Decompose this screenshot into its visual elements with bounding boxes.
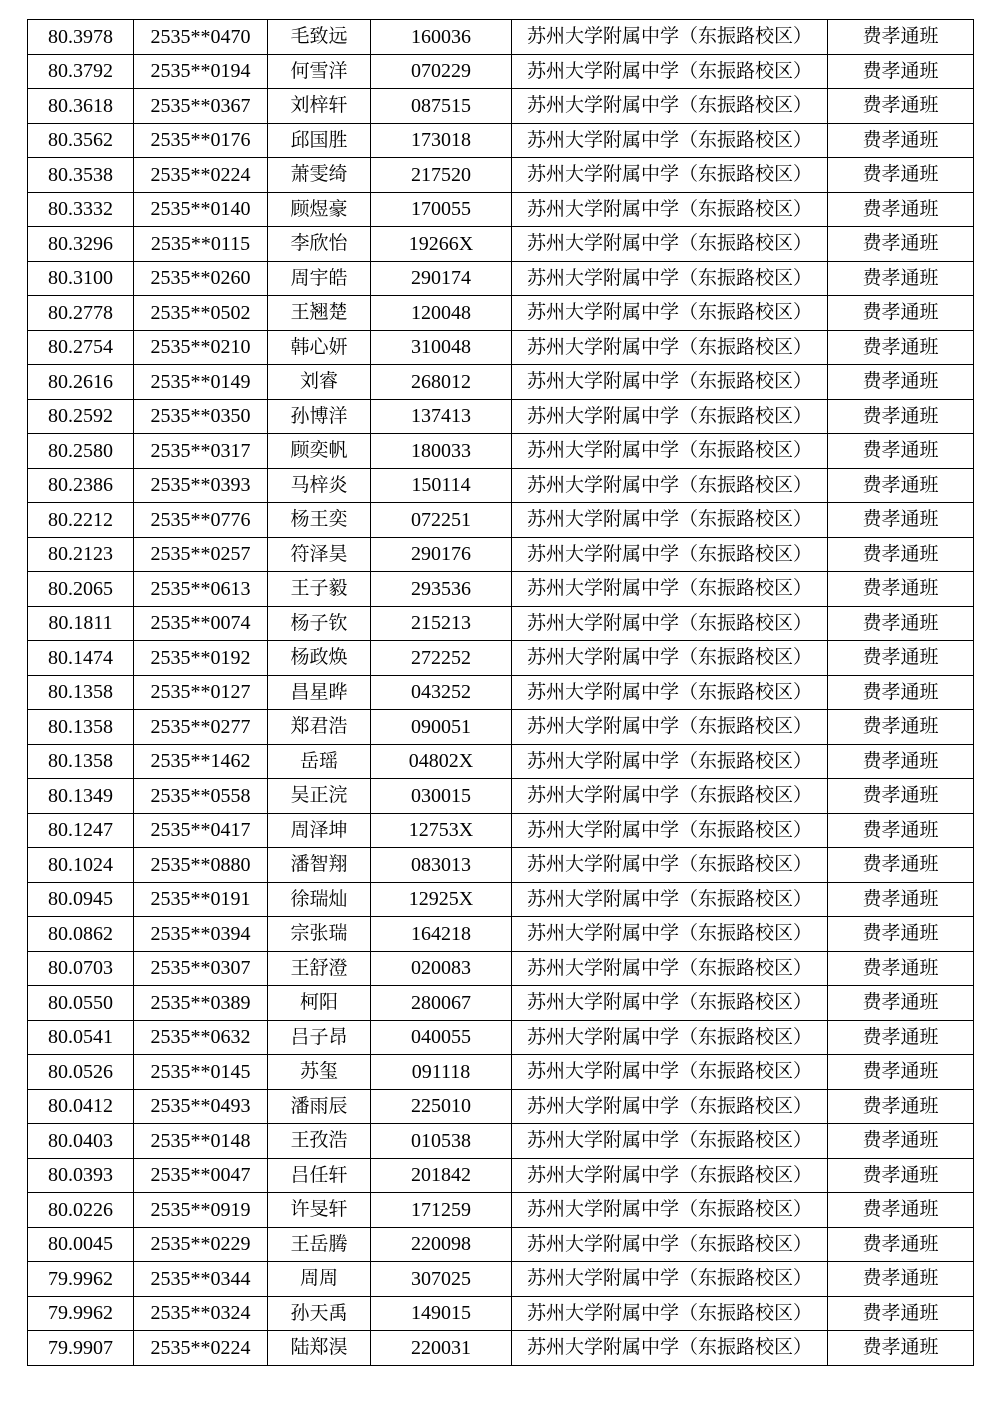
id-tail-cell: 225010 bbox=[371, 1089, 512, 1124]
table-row bbox=[28, 503, 974, 538]
exam-id-cell: 2535**0149 bbox=[134, 365, 268, 400]
student-name-cell: 潘雨辰 bbox=[268, 1089, 371, 1124]
class-cell: 费孝通班 bbox=[828, 951, 974, 986]
class-cell: 费孝通班 bbox=[828, 1089, 974, 1124]
id-tail-cell: 220098 bbox=[371, 1227, 512, 1262]
score-cell: 80.3618 bbox=[28, 89, 134, 124]
exam-id-cell: 2535**0367 bbox=[134, 89, 268, 124]
table-row bbox=[28, 1193, 974, 1228]
id-tail-cell: 293536 bbox=[371, 572, 512, 607]
student-name-cell: 韩心妍 bbox=[268, 330, 371, 365]
exam-id-cell: 2535**0558 bbox=[134, 779, 268, 814]
score-cell: 80.3562 bbox=[28, 123, 134, 158]
school-cell: 苏州大学附属中学（东振路校区） bbox=[512, 261, 828, 296]
class-cell: 费孝通班 bbox=[828, 917, 974, 952]
class-cell: 费孝通班 bbox=[828, 330, 974, 365]
student-name-cell: 苏玺 bbox=[268, 1055, 371, 1090]
school-cell: 苏州大学附属中学（东振路校区） bbox=[512, 89, 828, 124]
student-name-cell: 邱国胜 bbox=[268, 123, 371, 158]
student-name-cell: 柯阳 bbox=[268, 986, 371, 1021]
school-cell: 苏州大学附属中学（东振路校区） bbox=[512, 158, 828, 193]
id-tail-cell: 12925X bbox=[371, 882, 512, 917]
id-tail-cell: 090051 bbox=[371, 710, 512, 745]
school-cell: 苏州大学附属中学（东振路校区） bbox=[512, 744, 828, 779]
score-cell: 79.9907 bbox=[28, 1331, 134, 1366]
score-cell: 80.1358 bbox=[28, 710, 134, 745]
admission-list-sheet bbox=[27, 19, 973, 1366]
table-row bbox=[28, 296, 974, 331]
table-row bbox=[28, 1020, 974, 1055]
school-cell: 苏州大学附属中学（东振路校区） bbox=[512, 296, 828, 331]
score-cell: 80.1358 bbox=[28, 744, 134, 779]
class-cell: 费孝通班 bbox=[828, 537, 974, 572]
class-cell: 费孝通班 bbox=[828, 468, 974, 503]
school-cell: 苏州大学附属中学（东振路校区） bbox=[512, 227, 828, 262]
exam-id-cell: 2535**0127 bbox=[134, 675, 268, 710]
class-cell: 费孝通班 bbox=[828, 675, 974, 710]
table-row bbox=[28, 365, 974, 400]
school-cell: 苏州大学附属中学（东振路校区） bbox=[512, 1089, 828, 1124]
exam-id-cell: 2535**0317 bbox=[134, 434, 268, 469]
class-cell: 费孝通班 bbox=[828, 296, 974, 331]
exam-id-cell: 2535**0344 bbox=[134, 1262, 268, 1297]
id-tail-cell: 307025 bbox=[371, 1262, 512, 1297]
school-cell: 苏州大学附属中学（东振路校区） bbox=[512, 1124, 828, 1159]
score-cell: 80.2592 bbox=[28, 399, 134, 434]
score-cell: 79.9962 bbox=[28, 1296, 134, 1331]
score-cell: 80.0403 bbox=[28, 1124, 134, 1159]
table-row bbox=[28, 1124, 974, 1159]
school-cell: 苏州大学附属中学（东振路校区） bbox=[512, 951, 828, 986]
id-tail-cell: 215213 bbox=[371, 606, 512, 641]
id-tail-cell: 268012 bbox=[371, 365, 512, 400]
score-cell: 80.0703 bbox=[28, 951, 134, 986]
student-name-cell: 顾煜豪 bbox=[268, 192, 371, 227]
table-row bbox=[28, 89, 974, 124]
exam-id-cell: 2535**0047 bbox=[134, 1158, 268, 1193]
exam-id-cell: 2535**0393 bbox=[134, 468, 268, 503]
student-name-cell: 王岳腾 bbox=[268, 1227, 371, 1262]
score-cell: 80.3296 bbox=[28, 227, 134, 262]
exam-id-cell: 2535**0277 bbox=[134, 710, 268, 745]
school-cell: 苏州大学附属中学（东振路校区） bbox=[512, 503, 828, 538]
student-name-cell: 吴正浣 bbox=[268, 779, 371, 814]
class-cell: 费孝通班 bbox=[828, 1296, 974, 1331]
table-row bbox=[28, 1227, 974, 1262]
table-row bbox=[28, 572, 974, 607]
class-cell: 费孝通班 bbox=[828, 882, 974, 917]
class-cell: 费孝通班 bbox=[828, 123, 974, 158]
exam-id-cell: 2535**0257 bbox=[134, 537, 268, 572]
id-tail-cell: 217520 bbox=[371, 158, 512, 193]
class-cell: 费孝通班 bbox=[828, 1055, 974, 1090]
student-name-cell: 陆郑淏 bbox=[268, 1331, 371, 1366]
score-cell: 80.0550 bbox=[28, 986, 134, 1021]
student-name-cell: 宗张瑞 bbox=[268, 917, 371, 952]
exam-id-cell: 2535**0074 bbox=[134, 606, 268, 641]
exam-id-cell: 2535**0389 bbox=[134, 986, 268, 1021]
id-tail-cell: 290174 bbox=[371, 261, 512, 296]
student-name-cell: 周周 bbox=[268, 1262, 371, 1297]
id-tail-cell: 020083 bbox=[371, 951, 512, 986]
exam-id-cell: 2535**0148 bbox=[134, 1124, 268, 1159]
school-cell: 苏州大学附属中学（东振路校区） bbox=[512, 537, 828, 572]
table-row bbox=[28, 641, 974, 676]
class-cell: 费孝通班 bbox=[828, 1193, 974, 1228]
class-cell: 费孝通班 bbox=[828, 503, 974, 538]
table-row bbox=[28, 1262, 974, 1297]
score-cell: 80.3978 bbox=[28, 20, 134, 55]
exam-id-cell: 2535**0210 bbox=[134, 330, 268, 365]
student-name-cell: 杨王奕 bbox=[268, 503, 371, 538]
admission-list-table bbox=[27, 19, 974, 1366]
exam-id-cell: 2535**0324 bbox=[134, 1296, 268, 1331]
exam-id-cell: 2535**1462 bbox=[134, 744, 268, 779]
table-row bbox=[28, 1331, 974, 1366]
score-cell: 80.0526 bbox=[28, 1055, 134, 1090]
id-tail-cell: 072251 bbox=[371, 503, 512, 538]
student-name-cell: 岳瑶 bbox=[268, 744, 371, 779]
school-cell: 苏州大学附属中学（东振路校区） bbox=[512, 675, 828, 710]
score-cell: 80.0045 bbox=[28, 1227, 134, 1262]
id-tail-cell: 272252 bbox=[371, 641, 512, 676]
student-name-cell: 刘梓轩 bbox=[268, 89, 371, 124]
school-cell: 苏州大学附属中学（东振路校区） bbox=[512, 468, 828, 503]
table-row bbox=[28, 779, 974, 814]
table-row bbox=[28, 710, 974, 745]
table-row bbox=[28, 537, 974, 572]
table-row bbox=[28, 399, 974, 434]
school-cell: 苏州大学附属中学（东振路校区） bbox=[512, 20, 828, 55]
score-cell: 80.0541 bbox=[28, 1020, 134, 1055]
id-tail-cell: 173018 bbox=[371, 123, 512, 158]
score-cell: 80.0412 bbox=[28, 1089, 134, 1124]
id-tail-cell: 04802X bbox=[371, 744, 512, 779]
id-tail-cell: 150114 bbox=[371, 468, 512, 503]
id-tail-cell: 280067 bbox=[371, 986, 512, 1021]
id-tail-cell: 220031 bbox=[371, 1331, 512, 1366]
id-tail-cell: 164218 bbox=[371, 917, 512, 952]
student-name-cell: 昌星晔 bbox=[268, 675, 371, 710]
id-tail-cell: 290176 bbox=[371, 537, 512, 572]
class-cell: 费孝通班 bbox=[828, 365, 974, 400]
table-row bbox=[28, 20, 974, 55]
score-cell: 80.2123 bbox=[28, 537, 134, 572]
class-cell: 费孝通班 bbox=[828, 89, 974, 124]
exam-id-cell: 2535**0394 bbox=[134, 917, 268, 952]
school-cell: 苏州大学附属中学（东振路校区） bbox=[512, 54, 828, 89]
class-cell: 费孝通班 bbox=[828, 779, 974, 814]
school-cell: 苏州大学附属中学（东振路校区） bbox=[512, 365, 828, 400]
school-cell: 苏州大学附属中学（东振路校区） bbox=[512, 710, 828, 745]
exam-id-cell: 2535**0880 bbox=[134, 848, 268, 883]
school-cell: 苏州大学附属中学（东振路校区） bbox=[512, 1193, 828, 1228]
id-tail-cell: 310048 bbox=[371, 330, 512, 365]
exam-id-cell: 2535**0632 bbox=[134, 1020, 268, 1055]
student-name-cell: 顾奕帆 bbox=[268, 434, 371, 469]
student-name-cell: 何雪洋 bbox=[268, 54, 371, 89]
score-cell: 80.3792 bbox=[28, 54, 134, 89]
class-cell: 费孝通班 bbox=[828, 572, 974, 607]
student-name-cell: 许旻轩 bbox=[268, 1193, 371, 1228]
school-cell: 苏州大学附属中学（东振路校区） bbox=[512, 399, 828, 434]
student-name-cell: 萧雯绮 bbox=[268, 158, 371, 193]
exam-id-cell: 2535**0470 bbox=[134, 20, 268, 55]
table-row bbox=[28, 434, 974, 469]
exam-id-cell: 2535**0350 bbox=[134, 399, 268, 434]
student-name-cell: 王孜浩 bbox=[268, 1124, 371, 1159]
student-name-cell: 杨政焕 bbox=[268, 641, 371, 676]
student-name-cell: 王舒澄 bbox=[268, 951, 371, 986]
score-cell: 80.2386 bbox=[28, 468, 134, 503]
id-tail-cell: 160036 bbox=[371, 20, 512, 55]
class-cell: 费孝通班 bbox=[828, 399, 974, 434]
id-tail-cell: 170055 bbox=[371, 192, 512, 227]
table-row bbox=[28, 848, 974, 883]
student-name-cell: 周泽坤 bbox=[268, 813, 371, 848]
exam-id-cell: 2535**0192 bbox=[134, 641, 268, 676]
id-tail-cell: 010538 bbox=[371, 1124, 512, 1159]
table-row bbox=[28, 468, 974, 503]
class-cell: 费孝通班 bbox=[828, 158, 974, 193]
exam-id-cell: 2535**0613 bbox=[134, 572, 268, 607]
table-row bbox=[28, 330, 974, 365]
score-cell: 80.2754 bbox=[28, 330, 134, 365]
school-cell: 苏州大学附属中学（东振路校区） bbox=[512, 1158, 828, 1193]
school-cell: 苏州大学附属中学（东振路校区） bbox=[512, 192, 828, 227]
exam-id-cell: 2535**0919 bbox=[134, 1193, 268, 1228]
score-cell: 80.1474 bbox=[28, 641, 134, 676]
class-cell: 费孝通班 bbox=[828, 227, 974, 262]
id-tail-cell: 149015 bbox=[371, 1296, 512, 1331]
student-name-cell: 毛致远 bbox=[268, 20, 371, 55]
score-cell: 80.0226 bbox=[28, 1193, 134, 1228]
student-name-cell: 王翘楚 bbox=[268, 296, 371, 331]
student-name-cell: 刘睿 bbox=[268, 365, 371, 400]
school-cell: 苏州大学附属中学（东振路校区） bbox=[512, 813, 828, 848]
id-tail-cell: 040055 bbox=[371, 1020, 512, 1055]
id-tail-cell: 171259 bbox=[371, 1193, 512, 1228]
score-cell: 80.1247 bbox=[28, 813, 134, 848]
school-cell: 苏州大学附属中学（东振路校区） bbox=[512, 779, 828, 814]
score-cell: 80.1811 bbox=[28, 606, 134, 641]
school-cell: 苏州大学附属中学（东振路校区） bbox=[512, 1331, 828, 1366]
class-cell: 费孝通班 bbox=[828, 744, 974, 779]
table-row bbox=[28, 606, 974, 641]
school-cell: 苏州大学附属中学（东振路校区） bbox=[512, 848, 828, 883]
score-cell: 80.0393 bbox=[28, 1158, 134, 1193]
table-row bbox=[28, 813, 974, 848]
student-name-cell: 王子毅 bbox=[268, 572, 371, 607]
class-cell: 费孝通班 bbox=[828, 20, 974, 55]
school-cell: 苏州大学附属中学（东振路校区） bbox=[512, 572, 828, 607]
student-name-cell: 潘智翔 bbox=[268, 848, 371, 883]
id-tail-cell: 12753X bbox=[371, 813, 512, 848]
table-row bbox=[28, 1055, 974, 1090]
table-row bbox=[28, 54, 974, 89]
exam-id-cell: 2535**0260 bbox=[134, 261, 268, 296]
school-cell: 苏州大学附属中学（东振路校区） bbox=[512, 1020, 828, 1055]
exam-id-cell: 2535**0176 bbox=[134, 123, 268, 158]
table-row bbox=[28, 1296, 974, 1331]
exam-id-cell: 2535**0140 bbox=[134, 192, 268, 227]
table-row bbox=[28, 675, 974, 710]
table-row bbox=[28, 951, 974, 986]
school-cell: 苏州大学附属中学（东振路校区） bbox=[512, 1055, 828, 1090]
table-row bbox=[28, 986, 974, 1021]
student-name-cell: 吕子昂 bbox=[268, 1020, 371, 1055]
exam-id-cell: 2535**0224 bbox=[134, 1331, 268, 1366]
exam-id-cell: 2535**0776 bbox=[134, 503, 268, 538]
score-cell: 80.0945 bbox=[28, 882, 134, 917]
table-row bbox=[28, 744, 974, 779]
class-cell: 费孝通班 bbox=[828, 848, 974, 883]
class-cell: 费孝通班 bbox=[828, 710, 974, 745]
class-cell: 费孝通班 bbox=[828, 1227, 974, 1262]
school-cell: 苏州大学附属中学（东振路校区） bbox=[512, 606, 828, 641]
score-cell: 80.0862 bbox=[28, 917, 134, 952]
exam-id-cell: 2535**0229 bbox=[134, 1227, 268, 1262]
class-cell: 费孝通班 bbox=[828, 1124, 974, 1159]
school-cell: 苏州大学附属中学（东振路校区） bbox=[512, 123, 828, 158]
id-tail-cell: 137413 bbox=[371, 399, 512, 434]
class-cell: 费孝通班 bbox=[828, 813, 974, 848]
table-row bbox=[28, 1089, 974, 1124]
score-cell: 80.1358 bbox=[28, 675, 134, 710]
table-body bbox=[28, 20, 974, 1366]
score-cell: 80.3332 bbox=[28, 192, 134, 227]
id-tail-cell: 19266X bbox=[371, 227, 512, 262]
school-cell: 苏州大学附属中学（东振路校区） bbox=[512, 882, 828, 917]
table-row bbox=[28, 227, 974, 262]
table-row bbox=[28, 882, 974, 917]
exam-id-cell: 2535**0417 bbox=[134, 813, 268, 848]
student-name-cell: 杨子钦 bbox=[268, 606, 371, 641]
id-tail-cell: 201842 bbox=[371, 1158, 512, 1193]
id-tail-cell: 087515 bbox=[371, 89, 512, 124]
score-cell: 80.2616 bbox=[28, 365, 134, 400]
school-cell: 苏州大学附属中学（东振路校区） bbox=[512, 434, 828, 469]
school-cell: 苏州大学附属中学（东振路校区） bbox=[512, 1296, 828, 1331]
school-cell: 苏州大学附属中学（东振路校区） bbox=[512, 1262, 828, 1297]
student-name-cell: 符泽昊 bbox=[268, 537, 371, 572]
exam-id-cell: 2535**0307 bbox=[134, 951, 268, 986]
id-tail-cell: 180033 bbox=[371, 434, 512, 469]
exam-id-cell: 2535**0502 bbox=[134, 296, 268, 331]
school-cell: 苏州大学附属中学（东振路校区） bbox=[512, 1227, 828, 1262]
id-tail-cell: 070229 bbox=[371, 54, 512, 89]
class-cell: 费孝通班 bbox=[828, 641, 974, 676]
class-cell: 费孝通班 bbox=[828, 1020, 974, 1055]
id-tail-cell: 043252 bbox=[371, 675, 512, 710]
student-name-cell: 马梓炎 bbox=[268, 468, 371, 503]
score-cell: 80.2580 bbox=[28, 434, 134, 469]
table-row bbox=[28, 917, 974, 952]
student-name-cell: 吕任轩 bbox=[268, 1158, 371, 1193]
table-row bbox=[28, 1158, 974, 1193]
class-cell: 费孝通班 bbox=[828, 192, 974, 227]
exam-id-cell: 2535**0493 bbox=[134, 1089, 268, 1124]
class-cell: 费孝通班 bbox=[828, 1158, 974, 1193]
score-cell: 80.3538 bbox=[28, 158, 134, 193]
school-cell: 苏州大学附属中学（东振路校区） bbox=[512, 986, 828, 1021]
score-cell: 80.3100 bbox=[28, 261, 134, 296]
student-name-cell: 徐瑞灿 bbox=[268, 882, 371, 917]
school-cell: 苏州大学附属中学（东振路校区） bbox=[512, 917, 828, 952]
score-cell: 79.9962 bbox=[28, 1262, 134, 1297]
class-cell: 费孝通班 bbox=[828, 434, 974, 469]
class-cell: 费孝通班 bbox=[828, 261, 974, 296]
exam-id-cell: 2535**0115 bbox=[134, 227, 268, 262]
exam-id-cell: 2535**0191 bbox=[134, 882, 268, 917]
exam-id-cell: 2535**0145 bbox=[134, 1055, 268, 1090]
score-cell: 80.2065 bbox=[28, 572, 134, 607]
exam-id-cell: 2535**0194 bbox=[134, 54, 268, 89]
id-tail-cell: 091118 bbox=[371, 1055, 512, 1090]
student-name-cell: 周宇皓 bbox=[268, 261, 371, 296]
student-name-cell: 孙天禹 bbox=[268, 1296, 371, 1331]
class-cell: 费孝通班 bbox=[828, 1262, 974, 1297]
class-cell: 费孝通班 bbox=[828, 986, 974, 1021]
school-cell: 苏州大学附属中学（东振路校区） bbox=[512, 330, 828, 365]
score-cell: 80.2212 bbox=[28, 503, 134, 538]
class-cell: 费孝通班 bbox=[828, 1331, 974, 1366]
id-tail-cell: 030015 bbox=[371, 779, 512, 814]
table-row bbox=[28, 192, 974, 227]
id-tail-cell: 083013 bbox=[371, 848, 512, 883]
table-row bbox=[28, 261, 974, 296]
student-name-cell: 孙博洋 bbox=[268, 399, 371, 434]
student-name-cell: 郑君浩 bbox=[268, 710, 371, 745]
class-cell: 费孝通班 bbox=[828, 54, 974, 89]
student-name-cell: 李欣怡 bbox=[268, 227, 371, 262]
table-row bbox=[28, 158, 974, 193]
score-cell: 80.1349 bbox=[28, 779, 134, 814]
exam-id-cell: 2535**0224 bbox=[134, 158, 268, 193]
score-cell: 80.1024 bbox=[28, 848, 134, 883]
id-tail-cell: 120048 bbox=[371, 296, 512, 331]
table-row bbox=[28, 123, 974, 158]
class-cell: 费孝通班 bbox=[828, 606, 974, 641]
school-cell: 苏州大学附属中学（东振路校区） bbox=[512, 641, 828, 676]
score-cell: 80.2778 bbox=[28, 296, 134, 331]
